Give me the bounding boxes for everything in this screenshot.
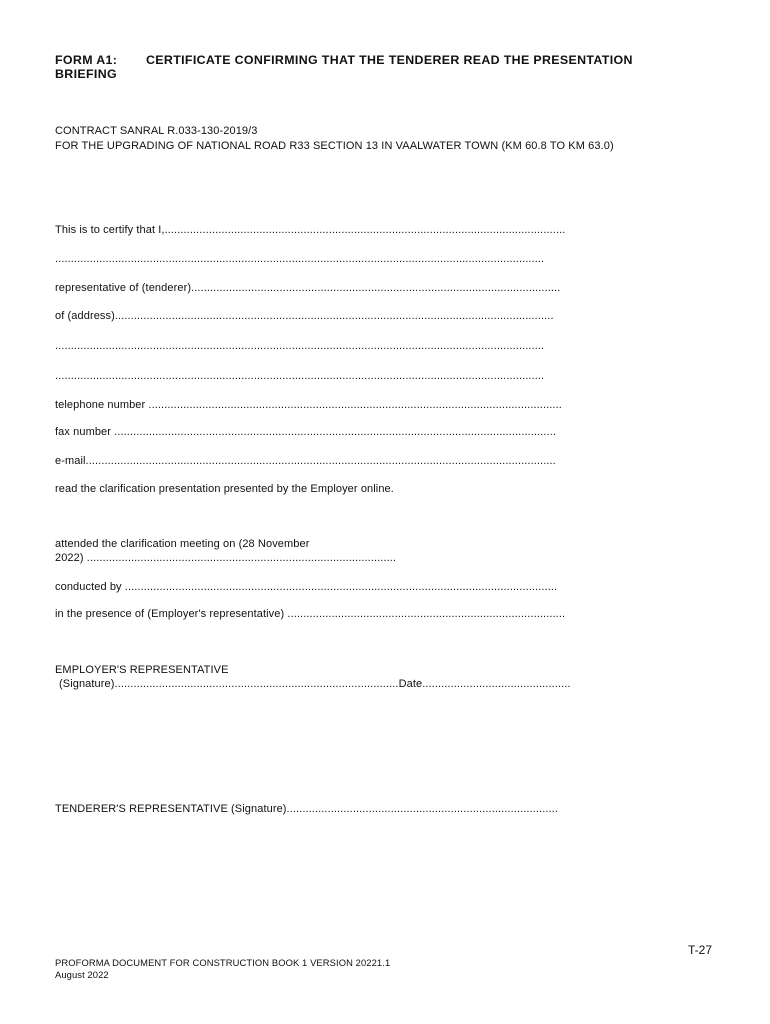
- certify-name-field-continued: ...........................................................................................................................................................: [55, 253, 545, 265]
- telephone-field: telephone number ...................................................................................................................................: [55, 399, 562, 411]
- meeting-attended-line1: attended the clarification meeting on (28 November: [55, 538, 310, 550]
- fax-field: fax number ............................................................................................................................................: [55, 426, 557, 438]
- footer-date: August 2022: [55, 969, 109, 980]
- footer-document-version: PROFORMA DOCUMENT FOR CONSTRUCTION BOOK 1 VERSION 20221.1: [55, 957, 391, 968]
- email-field: e-mail.....................................................................................................................................................: [55, 455, 556, 467]
- form-title: CERTIFICATE CONFIRMING THAT THE TENDERER READ THE PRESENTATION: [146, 53, 633, 67]
- certify-name-field: This is to certify that I,...............................................................................................................................: [55, 224, 566, 236]
- page-number: T-27: [688, 943, 713, 957]
- conducted-by-field: conducted by .........................................................................................................................................: [55, 581, 558, 593]
- form-number: FORM A1:: [55, 53, 118, 67]
- address-field-line3: ...........................................................................................................................................................: [55, 370, 545, 382]
- form-title-continued: BRIEFING: [55, 67, 118, 81]
- meeting-attended-line2: 2022) ..................................................................................................: [55, 552, 397, 564]
- employer-signature-date-field: (Signature)..........................................................................................Date...............................................: [59, 678, 571, 690]
- contract-number: CONTRACT SANRAL R.033-130-2019/3: [55, 125, 258, 137]
- employer-representative-heading: EMPLOYER'S REPRESENTATIVE: [55, 664, 229, 676]
- address-field: of (address)...........................................................................................................................................: [55, 310, 554, 322]
- address-field-line2: ...........................................................................................................................................................: [55, 340, 545, 352]
- tenderer-signature-field: TENDERER'S REPRESENTATIVE (Signature)......................................................................................: [55, 803, 558, 815]
- contract-description: FOR THE UPGRADING OF NATIONAL ROAD R33 SECTION 13 IN VAALWATER TOWN (KM 60.8 TO KM 63.0): [55, 140, 614, 152]
- read-statement: read the clarification presentation presented by the Employer online.: [55, 483, 394, 495]
- presence-field: in the presence of (Employer's representative) ........................................................................................: [55, 608, 566, 620]
- tenderer-representative-field: representative of (tenderer).....................................................................................................................: [55, 282, 561, 294]
